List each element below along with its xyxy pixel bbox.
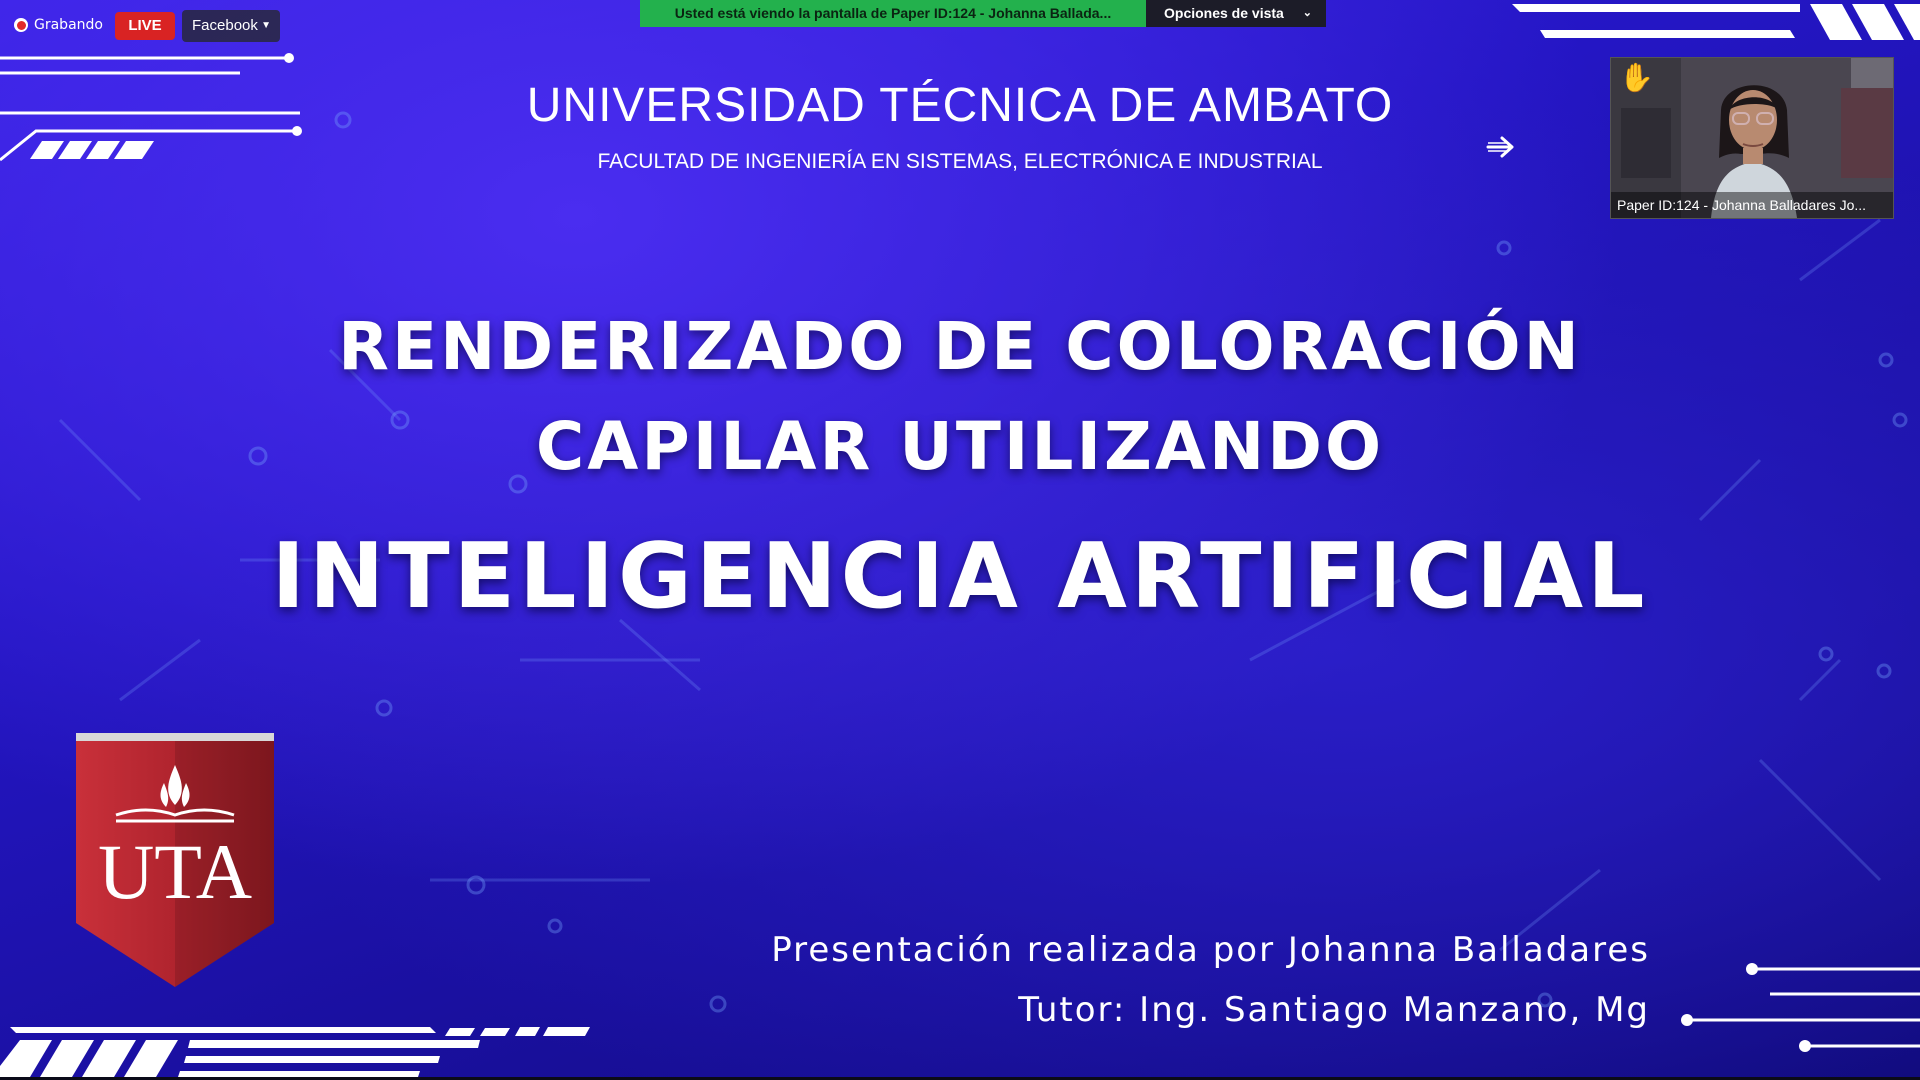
tutor-credit: Tutor: Ing. Santiago Manzano, Mg <box>1018 990 1650 1030</box>
stream-target-dropdown[interactable] <box>182 10 280 42</box>
chevron-down-icon: ⌄ <box>1302 7 1312 19</box>
screen-share-banner: Usted está viendo la pantalla de Paper ID:124 - Johanna Ballada... <box>640 0 1146 27</box>
recording-icon <box>14 18 28 32</box>
arrow-right-icon <box>1486 134 1516 160</box>
raised-hand-icon: ✋ <box>1619 61 1654 94</box>
faculty-name: FACULTAD DE INGENIERÍA EN SISTEMAS, ELECTRÓNICA E INDUSTRIAL <box>597 150 1323 173</box>
uta-logo-text: UTA <box>97 828 253 915</box>
slide-title-line-1: RENDERIZADO DE COLORACIÓN <box>338 308 1582 385</box>
participant-video-tile[interactable] <box>1610 57 1894 219</box>
slide-title-line-2: CAPILAR UTILIZANDO <box>535 408 1385 485</box>
view-options-button[interactable] <box>1146 0 1326 27</box>
recording-label: Grabando <box>34 17 103 33</box>
view-options-label: Opciones de vista <box>1164 5 1284 21</box>
stream-target-label: Facebook <box>192 17 258 34</box>
recording-indicator[interactable] <box>14 14 103 36</box>
slide-title-line-3: INTELIGENCIA ARTIFICIAL <box>271 524 1649 629</box>
university-name: UNIVERSIDAD TÉCNICA DE AMBATO <box>526 79 1394 132</box>
live-badge[interactable]: LIVE <box>115 12 175 40</box>
presenter-credit: Presentación realizada por Johanna Balladares <box>771 930 1650 970</box>
caret-down-icon: ▼ <box>261 20 271 31</box>
participant-name: Paper ID:124 - Johanna Balladares Jo... <box>1611 192 1893 218</box>
uta-logo <box>76 733 274 989</box>
